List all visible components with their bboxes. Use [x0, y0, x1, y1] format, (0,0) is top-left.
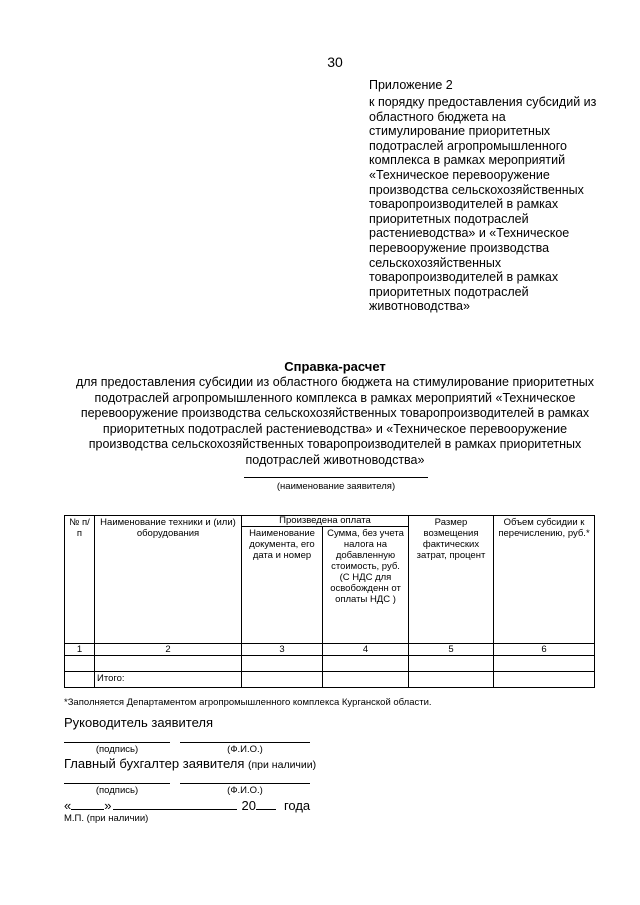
- applicant-name-line[interactable]: [244, 477, 428, 478]
- director-label: Руководитель заявителя: [64, 715, 213, 730]
- appendix-line: растениеводства» и «Техническое: [369, 226, 570, 241]
- column-number: 6: [494, 644, 595, 656]
- appendix-line: комплекса в рамках мероприятий: [369, 153, 566, 168]
- month-field[interactable]: [113, 797, 237, 810]
- director-signature-caption: (подпись): [95, 744, 139, 755]
- director-name-line[interactable]: [180, 742, 310, 743]
- appendix-line: перевооружение производства: [369, 240, 550, 255]
- accountant-name-caption: (Ф.И.О.): [227, 785, 263, 796]
- subtitle-line: подотраслей агропромышленного комплекса в рамках мероприятий «Техническое: [94, 390, 576, 405]
- table-cell[interactable]: [494, 656, 595, 672]
- date-line: [64, 797, 310, 813]
- document-subtitle: [60, 375, 610, 469]
- appendix-line: «Техническое перевооружение: [369, 167, 550, 182]
- appendix-line: приоритетных подотраслей: [369, 211, 529, 226]
- appendix-line: приоритетных подотраслей: [369, 284, 529, 299]
- table-cell[interactable]: [242, 656, 323, 672]
- header-subsidy-amount: Объем субсидии к перечислению, руб.*: [494, 516, 595, 644]
- table-cell[interactable]: [323, 656, 409, 672]
- appendix-line: производства сельскохозяйственных: [369, 182, 584, 197]
- column-number: 5: [409, 644, 494, 656]
- header-number: № п/п: [65, 516, 95, 644]
- column-number-row: [65, 644, 595, 656]
- calculation-table: [64, 515, 595, 688]
- column-number: 4: [323, 644, 409, 656]
- appendix-line: областного бюджета на: [369, 109, 506, 124]
- column-number: 3: [242, 644, 323, 656]
- appendix-title: Приложение 2: [369, 78, 453, 92]
- table-cell[interactable]: [65, 672, 95, 688]
- accountant-note: (при наличии): [248, 759, 317, 771]
- table-cell[interactable]: [65, 656, 95, 672]
- year-prefix: 20: [241, 798, 256, 813]
- header-sum-without-vat: Сумма, без учета налога на добавленную стоимость, руб. (С НДС для освобожденн от оплаты НДС ): [323, 527, 409, 644]
- applicant-name-caption: (наименование заявителя): [276, 481, 396, 492]
- header-document-name: Наименование документа, его дата и номер: [242, 527, 323, 644]
- accountant-name-line[interactable]: [180, 783, 310, 784]
- header-reimbursement-rate: Размер возмещения фактических затрат, процент: [409, 516, 494, 644]
- appendix-text: [369, 95, 619, 314]
- director-signature-line[interactable]: [64, 742, 170, 743]
- subtitle-line: подотраслей животноводства»: [245, 452, 425, 467]
- page-number: 30: [327, 54, 343, 70]
- accountant-signature-caption: (подпись): [95, 785, 139, 796]
- document-title: Справка-расчет: [284, 359, 386, 374]
- accountant-label-row: [64, 756, 316, 771]
- appendix-line: товаропроизводителей в рамках: [369, 197, 559, 212]
- table-cell[interactable]: [323, 672, 409, 688]
- table-cell[interactable]: [494, 672, 595, 688]
- subtitle-line: перевооружение производства сельскохозяйственных товаропроизводителей в рамках: [80, 406, 590, 421]
- appendix-line: животноводства»: [369, 299, 470, 314]
- appendix-line: к порядку предоставления субсидий из: [369, 95, 597, 109]
- accountant-signature-line[interactable]: [64, 783, 170, 784]
- footnote: *Заполняется Департаментом агропромышленного комплекса Курганской области.: [64, 697, 432, 708]
- stamp-label: М.П. (при наличии): [64, 813, 149, 824]
- table-row: [65, 656, 595, 672]
- table-cell[interactable]: [409, 672, 494, 688]
- column-number: 1: [65, 644, 95, 656]
- table-header-row: [65, 516, 595, 527]
- day-field[interactable]: [71, 797, 104, 810]
- date-close-quote: »: [104, 798, 112, 813]
- year-field[interactable]: [256, 797, 276, 810]
- subtitle-line: производства сельскохозяйственных товаропроизводителей в рамках приоритетных: [88, 437, 582, 452]
- appendix-line: стимулирование приоритетных: [369, 124, 551, 139]
- table-total-row: [65, 672, 595, 688]
- accountant-label: Главный бухгалтер заявителя: [64, 756, 245, 771]
- column-number: 2: [95, 644, 242, 656]
- subtitle-line: для предоставления субсидии из областного бюджета на стимулирование приоритетных: [75, 375, 595, 389]
- director-name-caption: (Ф.И.О.): [227, 744, 263, 755]
- table-cell[interactable]: [242, 672, 323, 688]
- header-payment-group: Произведена оплата: [242, 516, 409, 527]
- appendix-line: подотраслей агропромышленного: [369, 138, 567, 153]
- appendix-line: сельскохозяйственных: [369, 255, 502, 270]
- header-equipment-name: Наименование техники и (или) оборудования: [95, 516, 242, 644]
- table-cell[interactable]: [95, 656, 242, 672]
- total-label: Итого:: [95, 672, 242, 688]
- subtitle-line: приоритетных подотраслей растениеводства» и «Техническое перевооружение: [102, 421, 568, 436]
- date-open-quote: «: [64, 798, 72, 813]
- table-cell[interactable]: [409, 656, 494, 672]
- appendix-line: товаропроизводителей в рамках: [369, 270, 559, 285]
- year-suffix: года: [283, 798, 311, 813]
